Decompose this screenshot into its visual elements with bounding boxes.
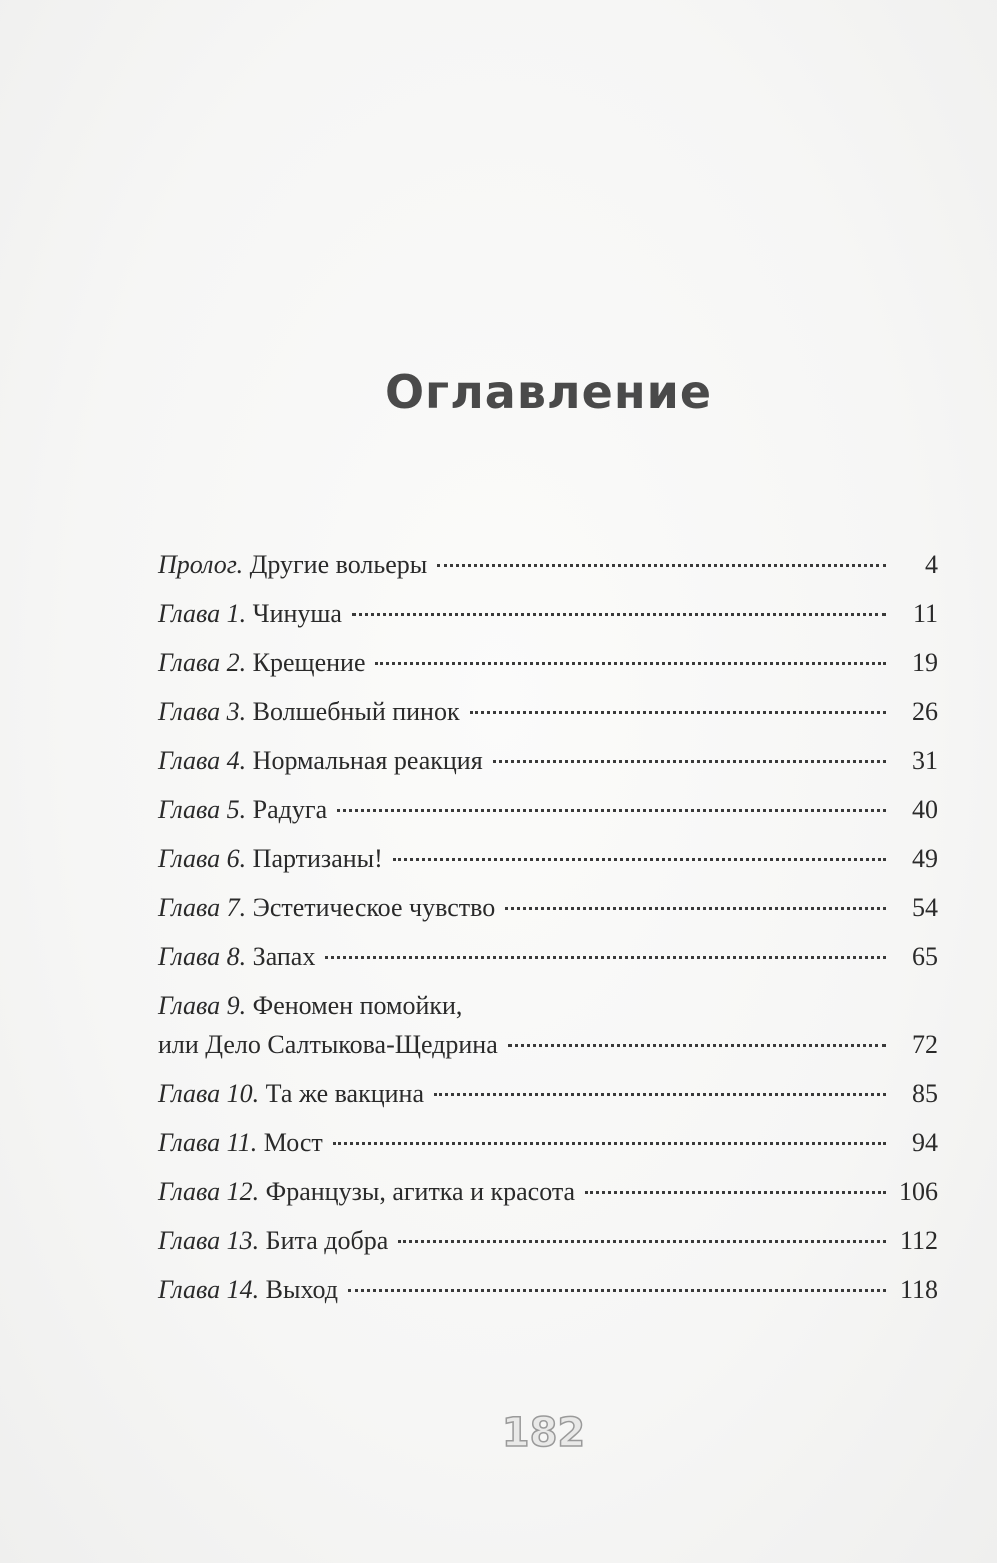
toc-entry-page: 19 <box>912 648 938 677</box>
toc-entry-page: 54 <box>912 893 938 922</box>
page-title: Оглавление <box>384 365 713 419</box>
toc-entry-label: Глава 2. <box>158 648 247 677</box>
toc-entry-label: Глава 12. <box>158 1177 260 1206</box>
toc-entry-page: 65 <box>912 942 938 971</box>
toc-entry-page: 85 <box>912 1079 938 1108</box>
toc-entry-title: Эстетическое чувство <box>252 893 496 922</box>
toc-entry-page: 26 <box>912 697 938 726</box>
toc-entry-title: Нормальная реакция <box>252 746 483 775</box>
toc-entry[interactable] <box>158 834 938 883</box>
toc-entry[interactable] <box>158 1118 938 1167</box>
toc-entry-label: Глава 10. <box>158 1079 260 1108</box>
toc-entry-label: Пролог. <box>158 550 244 579</box>
toc-entry-label: Глава 13. <box>158 1226 260 1255</box>
toc-entry-title: Волшебный пинок <box>252 697 460 726</box>
toc-entry-title: Запах <box>252 942 316 971</box>
toc-entry[interactable] <box>158 638 938 687</box>
toc-entry-title-continued: или Дело Салтыкова-Щедрина <box>158 1030 498 1059</box>
toc-entry[interactable] <box>158 540 938 589</box>
table-of-contents <box>158 540 938 1314</box>
toc-entry-title: Бита добра <box>265 1226 389 1255</box>
toc-entry[interactable] <box>158 1265 938 1314</box>
toc-entry[interactable] <box>158 589 938 638</box>
toc-entry[interactable] <box>158 1167 938 1216</box>
dot-leader <box>337 809 886 812</box>
dot-leader <box>505 907 886 910</box>
toc-entry-title: Чинуша <box>252 599 342 628</box>
dot-leader <box>393 858 886 861</box>
toc-entry-title: Партизаны! <box>252 844 383 873</box>
toc-entry-label: Глава 1. <box>158 599 247 628</box>
toc-entry[interactable] <box>158 1216 938 1265</box>
toc-entry-label: Глава 9. <box>158 991 247 1020</box>
dot-leader <box>585 1191 886 1194</box>
toc-entry-page: 40 <box>912 795 938 824</box>
toc-entry-label: Глава 11. <box>158 1128 258 1157</box>
dot-leader <box>348 1289 886 1292</box>
toc-entry-page: 94 <box>912 1128 938 1157</box>
dot-leader <box>325 956 886 959</box>
toc-entry-label: Глава 8. <box>158 942 247 971</box>
toc-entry[interactable] <box>158 736 938 785</box>
toc-entry-label: Глава 3. <box>158 697 247 726</box>
toc-entry-page: 118 <box>899 1275 938 1304</box>
toc-entry-page: 72 <box>912 1030 938 1059</box>
toc-entry[interactable] <box>158 883 938 932</box>
toc-entry-title: Выход <box>265 1275 338 1304</box>
toc-entry-title: Мост <box>263 1128 323 1157</box>
dot-leader <box>375 662 886 665</box>
dot-leader <box>434 1093 886 1096</box>
toc-entry-label: Глава 5. <box>158 795 247 824</box>
toc-entry-page: 49 <box>912 844 938 873</box>
toc-entry-page: 106 <box>899 1177 938 1206</box>
dot-leader <box>398 1240 886 1243</box>
toc-entry-label: Глава 6. <box>158 844 247 873</box>
toc-entry-title: Та же вакцина <box>265 1079 424 1108</box>
toc-entry-page: 4 <box>925 550 938 579</box>
toc-entry-title: Другие вольеры <box>249 550 428 579</box>
toc-entry-label: Глава 4. <box>158 746 247 775</box>
page-number: 182 <box>501 1410 586 1456</box>
toc-entry-label: Глава 14. <box>158 1275 260 1304</box>
toc-entry-title: Радуга <box>252 795 328 824</box>
toc-entry-title: Крещение <box>252 648 366 677</box>
toc-entry-page: 11 <box>912 599 938 628</box>
toc-entry-label: Глава 7. <box>158 893 247 922</box>
dot-leader <box>508 1044 886 1047</box>
dot-leader <box>352 613 886 616</box>
toc-entry-title: Французы, агитка и красота <box>265 1177 576 1206</box>
dot-leader <box>437 564 886 567</box>
toc-entry[interactable] <box>158 687 938 736</box>
toc-entry[interactable] <box>158 932 938 981</box>
toc-entry-title: Феномен помойки, <box>252 991 463 1020</box>
toc-entry[interactable] <box>158 785 938 834</box>
toc-entry-page: 112 <box>899 1226 938 1255</box>
dot-leader <box>333 1142 886 1145</box>
toc-entry[interactable] <box>158 1069 938 1118</box>
dot-leader <box>470 711 886 714</box>
dot-leader <box>493 760 886 763</box>
toc-entry-page: 31 <box>912 746 938 775</box>
toc-entry[interactable] <box>158 981 938 1069</box>
